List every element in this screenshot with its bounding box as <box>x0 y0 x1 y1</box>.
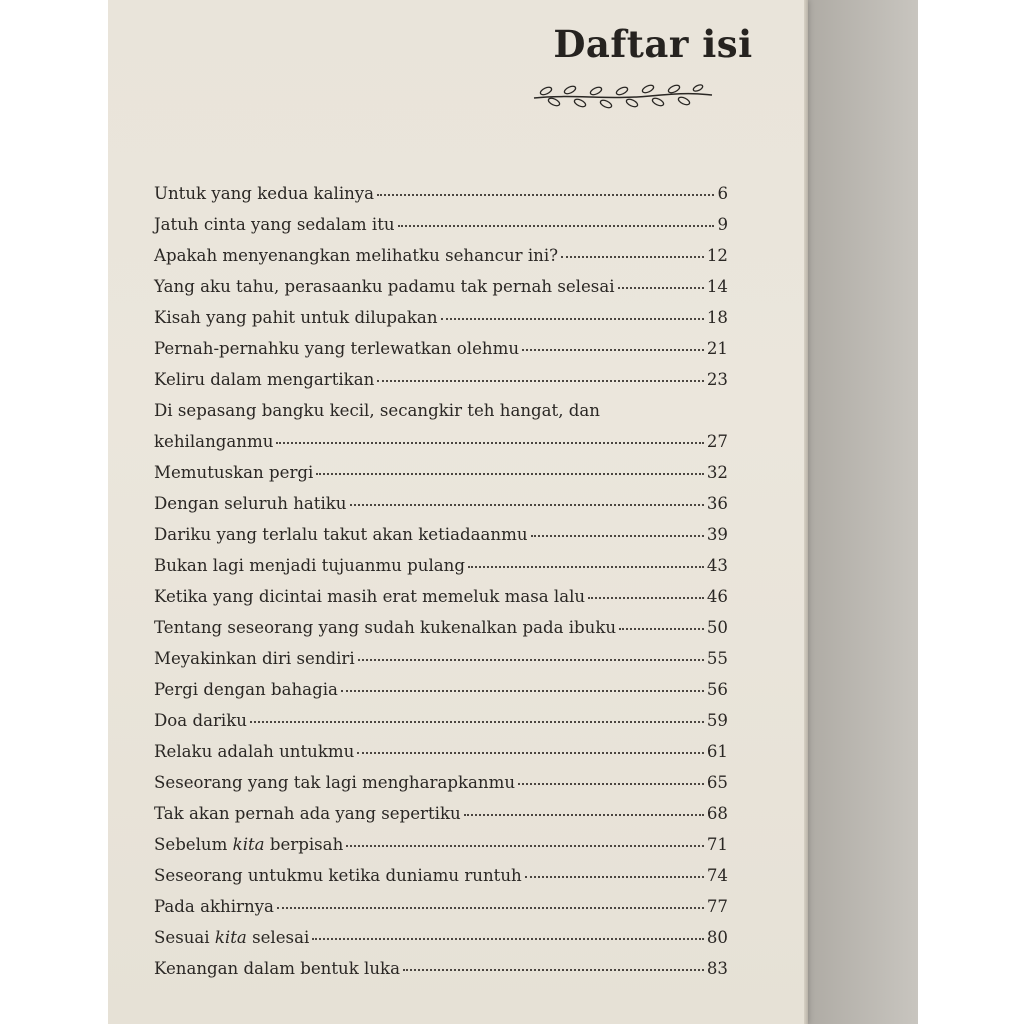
dot-leader <box>358 659 704 661</box>
toc-entry <box>154 928 728 959</box>
leaf-vine-ornament-icon <box>530 80 716 110</box>
toc-entry <box>154 649 728 680</box>
toc-entry-title: Tentang seseorang yang sudah kukenalkan pada ibuku <box>154 618 617 637</box>
dot-leader <box>341 690 704 692</box>
dot-leader <box>561 256 704 258</box>
toc-page-number: 56 <box>706 680 728 699</box>
dot-leader <box>316 473 704 475</box>
toc-page-number: 68 <box>706 804 728 823</box>
toc-entry <box>154 525 728 556</box>
toc-page-number: 21 <box>706 339 728 358</box>
dot-leader <box>403 969 704 971</box>
toc-entry <box>154 618 728 649</box>
toc-entry-title: Yang aku tahu, perasaanku padamu tak pernah selesai <box>154 277 615 296</box>
toc-entry-title: Meyakinkan diri sendiri <box>154 649 355 668</box>
dot-leader <box>619 628 704 630</box>
dot-leader <box>312 938 704 940</box>
toc-entry <box>154 184 728 215</box>
dot-leader <box>398 225 715 227</box>
dot-leader <box>346 845 704 847</box>
toc-entry-title: Seseorang untukmu ketika duniamu runtuh <box>154 866 522 885</box>
toc-page-number: 32 <box>706 463 728 482</box>
toc-entry-title: Tak akan pernah ada yang sepertiku <box>154 804 461 823</box>
toc-entry-title: Kisah yang pahit untuk dilupakan <box>154 308 438 327</box>
page-title: Daftar isi <box>553 22 753 66</box>
dot-leader <box>525 876 704 878</box>
toc-entry <box>154 587 728 618</box>
toc-entry-title: Doa dariku <box>154 711 247 730</box>
toc-page-number: 39 <box>706 525 728 544</box>
toc-entry-title: Kenangan dalam bentuk luka <box>154 959 400 978</box>
book-page <box>108 0 806 1024</box>
toc-page-number: 61 <box>706 742 728 761</box>
toc-entry <box>154 401 728 432</box>
toc-entry <box>154 959 728 990</box>
toc-page-number: 6 <box>717 184 728 203</box>
toc-entry-title: Keliru dalam mengartikan <box>154 370 375 389</box>
toc-entry <box>154 246 728 277</box>
toc-page-number: 12 <box>706 246 728 265</box>
dot-leader <box>377 194 714 196</box>
toc-page-number: 83 <box>706 959 728 978</box>
toc-entry <box>154 215 728 246</box>
dot-leader <box>531 535 704 537</box>
toc-title-italic: kita <box>232 835 265 854</box>
toc-title-part: berpisah <box>264 835 344 854</box>
toc-entry <box>154 773 728 804</box>
toc-page-number: 9 <box>717 215 728 234</box>
toc-page-number: 59 <box>706 711 728 730</box>
toc-entry-title: Memutuskan pergi <box>154 463 314 482</box>
toc-entry-title: Pada akhirnya <box>154 897 274 916</box>
toc-entry <box>154 339 728 370</box>
toc-entry-title: Dariku yang terlalu takut akan ketiadaanmu <box>154 525 528 544</box>
toc-entry <box>154 277 728 308</box>
table-of-contents <box>154 184 728 990</box>
toc-entry <box>154 308 728 339</box>
toc-entry-title <box>154 835 343 854</box>
toc-entry-continuation <box>154 432 728 463</box>
toc-entry-title: Ketika yang dicintai masih erat memeluk masa lalu <box>154 587 586 606</box>
toc-entry-title: Jatuh cinta yang sedalam itu <box>154 215 395 234</box>
toc-entry-title: kehilanganmu <box>154 432 274 451</box>
toc-page-number: 14 <box>706 277 728 296</box>
toc-entry-title: Pergi dengan bahagia <box>154 680 338 699</box>
toc-entry <box>154 742 728 773</box>
toc-title-part: Sebelum <box>154 835 233 854</box>
toc-page-number: 77 <box>706 897 728 916</box>
dot-leader <box>618 287 704 289</box>
toc-title-part: selesai <box>246 928 310 947</box>
toc-entry <box>154 494 728 525</box>
toc-entry <box>154 835 728 866</box>
toc-entry <box>154 711 728 742</box>
toc-page-number: 71 <box>706 835 728 854</box>
toc-entry-title: Di sepasang bangku kecil, secangkir teh hangat, dan <box>154 401 600 420</box>
dot-leader <box>441 318 704 320</box>
toc-entry-title <box>154 928 309 947</box>
dot-leader <box>250 721 704 723</box>
book-photo <box>108 0 918 1024</box>
toc-page-number: 23 <box>706 370 728 389</box>
toc-title-part: Sesuai <box>154 928 215 947</box>
dot-leader <box>276 442 703 444</box>
page-edge <box>804 0 808 1024</box>
toc-entry <box>154 866 728 897</box>
dot-leader <box>277 907 704 909</box>
toc-entry-title: Bukan lagi menjadi tujuanmu pulang <box>154 556 465 575</box>
toc-page-number: 27 <box>706 432 728 451</box>
toc-page-number: 18 <box>706 308 728 327</box>
toc-entry <box>154 680 728 711</box>
toc-entry <box>154 556 728 587</box>
toc-entry-title: Apakah menyenangkan melihatku sehancur ini? <box>154 246 559 265</box>
toc-entry-title: Dengan seluruh hatiku <box>154 494 347 513</box>
toc-entry-title: Relaku adalah untukmu <box>154 742 355 761</box>
toc-entry-title: Seseorang yang tak lagi mengharapkanmu <box>154 773 516 792</box>
toc-page-number: 36 <box>706 494 728 513</box>
dot-leader <box>357 752 704 754</box>
toc-entry <box>154 804 728 835</box>
toc-page-number: 50 <box>706 618 728 637</box>
toc-page-number: 43 <box>706 556 728 575</box>
dot-leader <box>522 349 704 351</box>
dot-leader <box>464 814 704 816</box>
toc-entry-title: Untuk yang kedua kalinya <box>154 184 375 203</box>
dot-leader <box>588 597 704 599</box>
dot-leader <box>377 380 704 382</box>
toc-entry <box>154 463 728 494</box>
toc-entry-title: Pernah-pernahku yang terlewatkan olehmu <box>154 339 520 358</box>
toc-entry <box>154 370 728 401</box>
toc-title-italic: kita <box>214 928 247 947</box>
toc-page-number: 65 <box>706 773 728 792</box>
toc-page-number: 46 <box>706 587 728 606</box>
dot-leader <box>350 504 704 506</box>
dot-leader <box>518 783 704 785</box>
dot-leader <box>468 566 704 568</box>
toc-page-number: 55 <box>706 649 728 668</box>
toc-page-number: 80 <box>706 928 728 947</box>
toc-page-number: 74 <box>706 866 728 885</box>
toc-entry <box>154 897 728 928</box>
